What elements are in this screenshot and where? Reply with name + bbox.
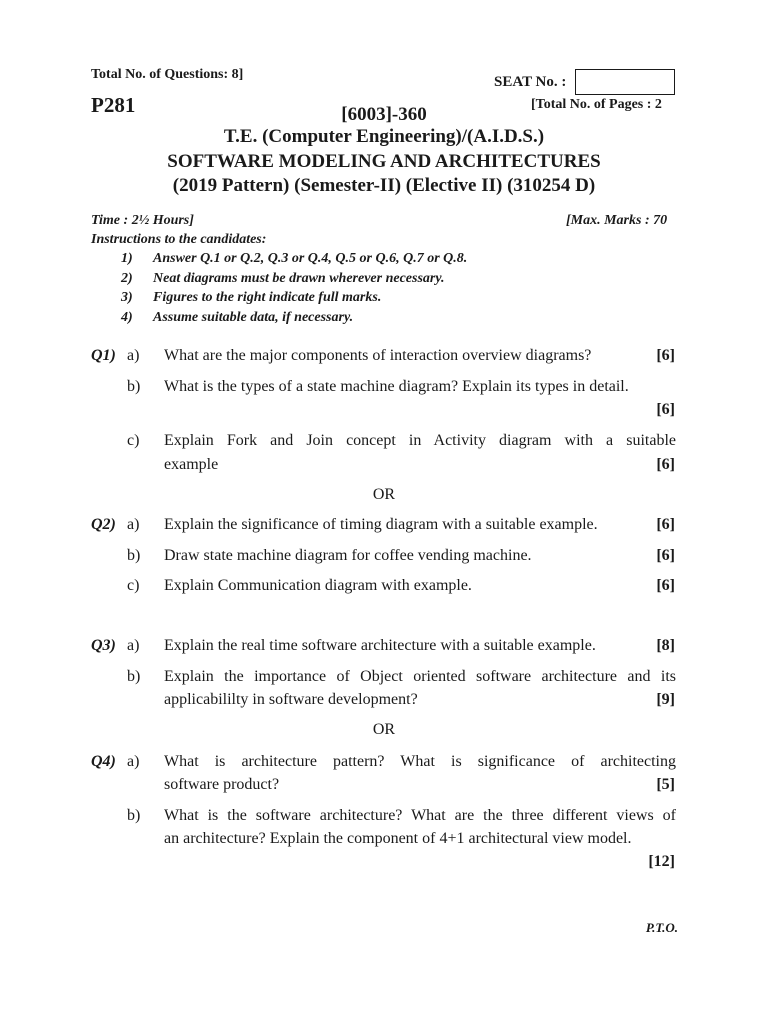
instruction-text: Neat diagrams must be drawn wherever necessary.	[153, 271, 445, 286]
question-text: What are the major components of interaction overview diagrams?	[164, 347, 592, 364]
question-number-q3: Q3)	[91, 637, 116, 654]
marks: [6]	[656, 456, 675, 473]
question-number-q2: Q2)	[91, 516, 116, 533]
or-separator: OR	[372, 721, 396, 738]
subquestion-label: b)	[127, 668, 141, 685]
question-text: What is architecture pattern? What is significance of architecting	[164, 753, 676, 770]
exam-time: Time : 2½ Hours]	[91, 213, 194, 228]
question-text: Explain the real time software architecture with a suitable example.	[164, 637, 596, 654]
subquestion-label: c)	[127, 577, 140, 594]
paper-id: P281	[91, 93, 136, 117]
total-pages: [Total No. of Pages : 2	[531, 97, 662, 112]
instruction-text: Figures to the right indicate full marks.	[153, 290, 382, 305]
question-text-continued: software product?	[164, 776, 280, 793]
instruction-text: Assume suitable data, if necessary.	[153, 310, 354, 325]
max-marks: [Max. Marks : 70	[566, 213, 668, 228]
marks: [9]	[656, 691, 675, 708]
instruction-number: 2)	[121, 271, 133, 286]
question-number-q1: Q1)	[91, 347, 116, 364]
course-title: T.E. (Computer Engineering)/(A.I.D.S.)	[223, 126, 545, 147]
question-number-q4: Q4)	[91, 753, 116, 770]
pattern-line: (2019 Pattern) (Semester-II) (Elective II) (310254 D)	[172, 175, 596, 196]
subquestion-label: a)	[127, 753, 140, 770]
marks: [8]	[656, 637, 675, 654]
question-text: What is the types of a state machine diagram? Explain its types in detail.	[164, 378, 629, 395]
question-text: Explain the significance of timing diagram with a suitable example.	[164, 516, 598, 533]
subquestion-label: b)	[127, 547, 141, 564]
marks: [6]	[656, 401, 675, 418]
question-text-continued: example	[164, 456, 219, 473]
instruction-text: Answer Q.1 or Q.2, Q.3 or Q.4, Q.5 or Q.6, Q.7 or Q.8.	[153, 251, 468, 266]
question-text-continued: applicabililty in software development?	[164, 691, 418, 708]
question-text-continued: an architecture? Explain the component of 4+1 architectural view model.	[164, 830, 632, 847]
question-text: Explain the importance of Object oriented software architecture and its	[164, 668, 676, 685]
question-text: Explain Communication diagram with example.	[164, 577, 472, 594]
instructions-heading: Instructions to the candidates:	[91, 232, 267, 247]
subquestion-label: b)	[127, 807, 141, 824]
subquestion-label: b)	[127, 378, 141, 395]
subquestion-label: c)	[127, 432, 140, 449]
marks: [6]	[656, 347, 675, 364]
question-text: Explain Fork and Join concept in Activity diagram with a suitable	[164, 432, 676, 449]
question-text: Draw state machine diagram for coffee vending machine.	[164, 547, 532, 564]
marks: [5]	[656, 776, 675, 793]
subquestion-label: a)	[127, 347, 140, 364]
instruction-number: 4)	[121, 310, 133, 325]
marks: [12]	[648, 853, 675, 870]
paper-code: [6003]-360	[341, 104, 427, 125]
seat-no-label: SEAT No. :	[494, 74, 567, 90]
or-separator: OR	[372, 486, 396, 503]
total-questions: Total No. of Questions: 8]	[91, 67, 244, 82]
question-text: What is the software architecture? What are the three different views of	[164, 807, 676, 824]
marks: [6]	[656, 577, 675, 594]
seat-no-box	[575, 69, 675, 95]
marks: [6]	[656, 547, 675, 564]
instruction-number: 1)	[121, 251, 133, 266]
instruction-number: 3)	[121, 290, 133, 305]
subject-title: SOFTWARE MODELING AND ARCHITECTURES	[167, 151, 601, 172]
pto-footer: P.T.O.	[645, 920, 678, 935]
subquestion-label: a)	[127, 637, 140, 654]
marks: [6]	[656, 516, 675, 533]
subquestion-label: a)	[127, 516, 140, 533]
